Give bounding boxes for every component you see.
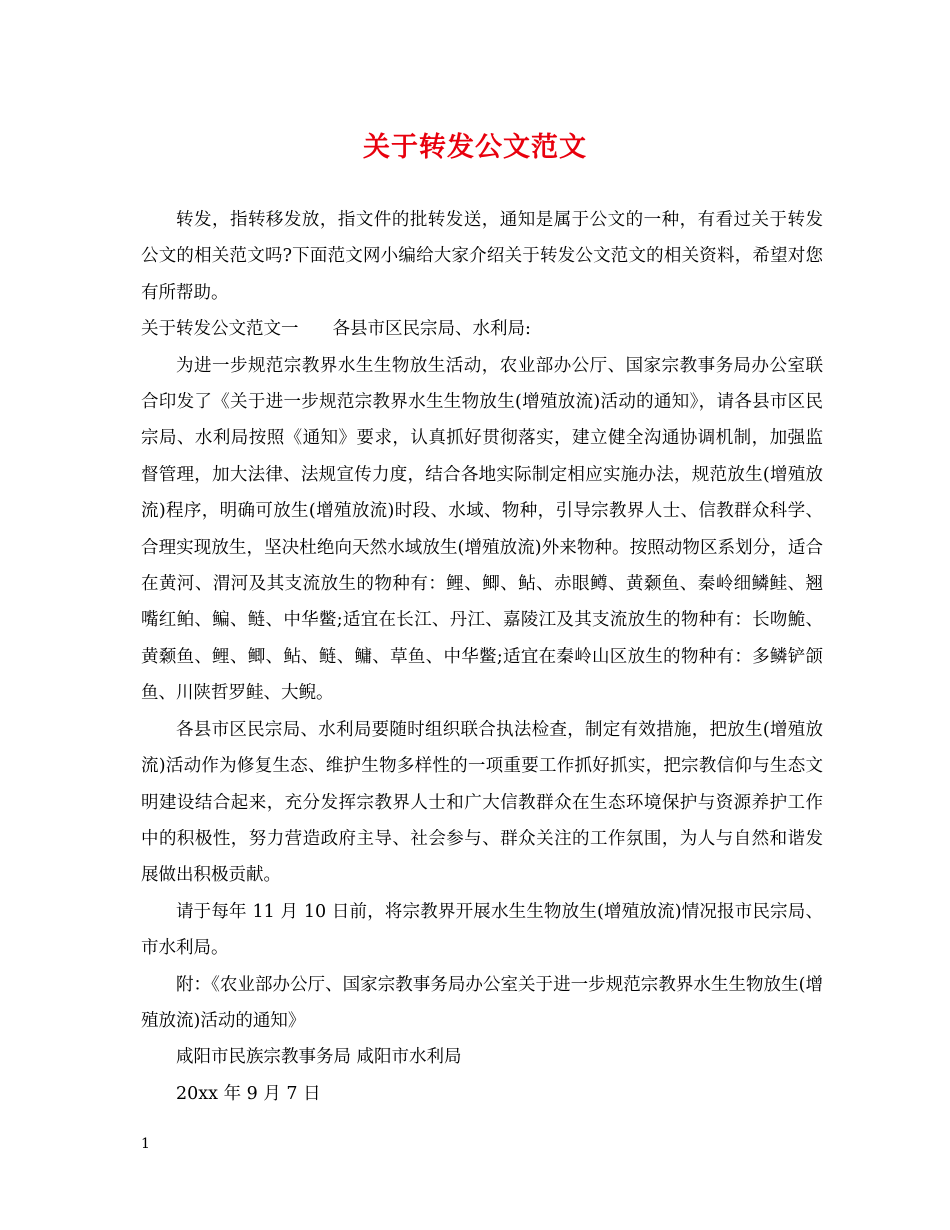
body-paragraph-3: 请于每年 11 月 10 日前，将宗教界开展水生生物放生(增殖放流)情况报市民宗局、市水利局。 xyxy=(141,901,823,959)
signatories: 咸阳市民族宗教事务局 咸阳市水利局 xyxy=(176,1047,462,1068)
section-heading-line xyxy=(141,311,823,347)
document-title: 关于转发公文范文 xyxy=(363,132,587,163)
body-paragraph-2: 各县市区民宗局、水利局要随时组织联合执法检查，制定有效措施，把放生(增殖放流)活动作为修复生态、维护生物多样性的一项重要工作抓好抓实，把宗教信仰与生态文明建设结合起来，充分发挥宗教界人士和广大信教群众在生态环境保护与资源养护工作中的积极性，努力营造政府主导、社会参与、群众关注的工作氛围，为人与自然和谐发展做出积极贡献。 xyxy=(141,719,823,886)
addressee: 各县市区民宗局、水利局: xyxy=(332,319,531,340)
attachment-note: 附：《农业部办公厅、国家宗教事务局办公室关于进一步规范宗教界水生生物放生(增殖放流)活动的通知》 xyxy=(141,974,823,1031)
document-body xyxy=(141,202,823,1112)
section-label: 关于转发公文范文一 xyxy=(141,319,299,340)
issue-date: 20xx 年 9 月 7 日 xyxy=(176,1083,321,1104)
body-paragraph-1: 为进一步规范宗教界水生生物放生活动，农业部办公厅、国家宗教事务局办公室联合印发了《关于进一步规范宗教界水生生物放生(增殖放流)活动的通知》，请各县市区民宗局、水利局按照《通知》要求，认真抓好贯彻落实，建立健全沟通协调机制，加强监督管理，加大法律、法规宣传力度，结合各地实际制定相应实施办法，规范放生(增殖放流)程序，明确可放生(增殖放流)时段、水域、物种，引导宗教界人士、信教群众科学、合理实现放生，坚决杜绝向天然水域放生(增殖放流)外来物种。按照动物区系划分，适合在黄河、渭河及其支流放生的物种有：鲤、鲫、鲇、赤眼鳟、黄颡鱼、秦岭细鳞鲑、翘嘴红鲌、鳊、鲢、中华鳖;适宜在长江、丹江、嘉陵江及其支流放生的物种有：长吻鮠、黄颡鱼、鲤、鲫、鲇、鲢、鳙、草鱼、中华鳖;适宜在秦岭山区放生的物种有：多鳞铲颌鱼、川陕哲罗鲑、大鲵。 xyxy=(141,355,823,704)
intro-paragraph: 转发，指转移发放，指文件的批转发送，通知是属于公文的一种，有看过关于转发公文的相关范文吗?下面范文网小编给大家介绍关于转发公文范文的相关资料，希望对您有所帮助。 xyxy=(141,210,823,303)
page-number: 1 xyxy=(141,1136,150,1152)
